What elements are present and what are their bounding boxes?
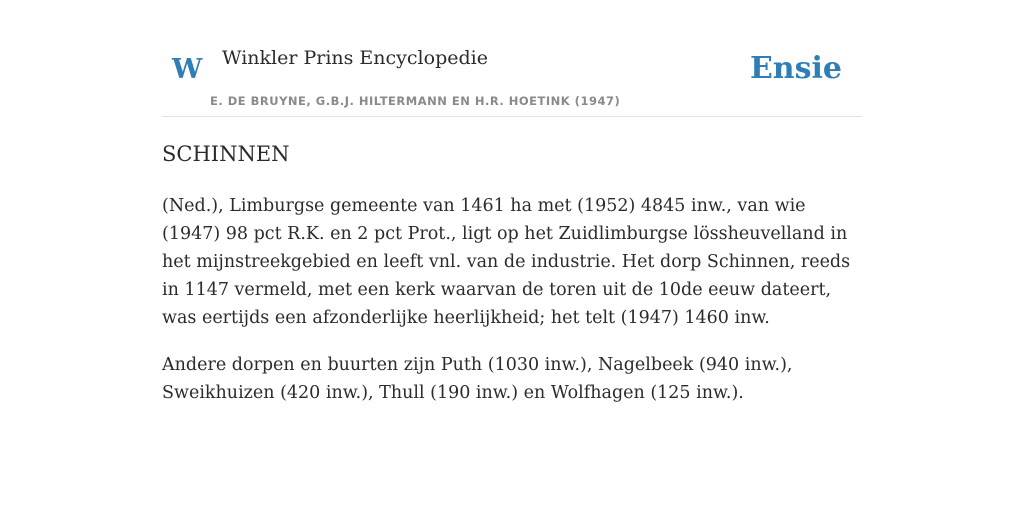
source-authors: E. DE BRUYNE, G.B.J. HILTERMANN EN H.R. HOETINK (1947): [210, 94, 621, 108]
source-header: [162, 0, 862, 117]
article-paragraph: (Ned.), Limburgse gemeente van 1461 ha met (1952) 4845 inw., van wie (1947) 98 pct R.K. en 2 pct Prot., ligt op het Zuidlimburgse lössheuvelland in het mijnstreekgebied en leeft vnl. van de industrie. Het dorp Schinnen, reeds in 1147 vermeld, met een kerk waarvan de toren uit de 10de eeuw dateert, was eertijds een afzonderlijke heerlijkheid; het telt (1947) 1460 inw.: [162, 196, 851, 328]
ensie-logo-link[interactable]: Ensie: [749, 51, 842, 86]
source-title-link[interactable]: Winkler Prins Encyclopedie: [222, 47, 488, 69]
article-body: [162, 192, 862, 426]
winkler-prins-logo-link[interactable]: W: [172, 54, 203, 85]
article-paragraph: Andere dorpen en buurten zijn Puth (1030 inw.), Nagelbeek (940 inw.), Sweikhuizen (420 inw.), Thull (190 inw.) en Wolfhagen (125 inw.).: [162, 355, 793, 403]
article-headword: SCHINNEN: [162, 142, 290, 166]
page-container: [162, 0, 862, 403]
